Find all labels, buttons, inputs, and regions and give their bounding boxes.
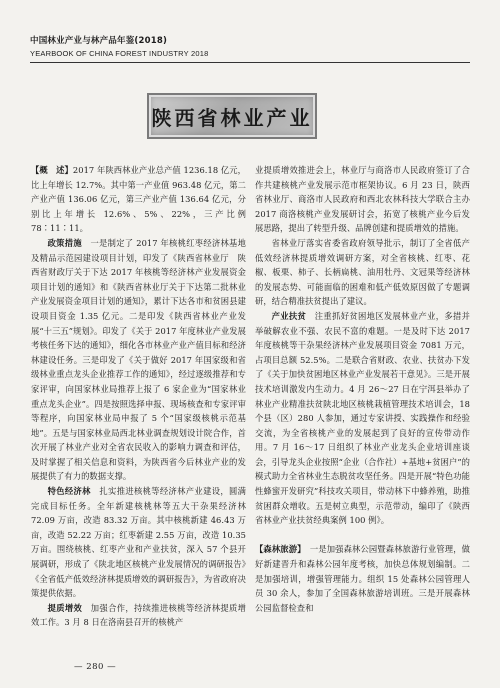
economic-forest-text: 扎实推进核桃等经济林产业建设，圆满完成目标任务。全年新建核桃林等五大干杂果经济林 72.09 万亩，改造 83.32 万亩。其中核桃新建 46.43 万亩，改造 52.22 万亩；红枣新建 2.55 万亩，改造 10.35 万亩。围绕核桃、红枣产业和产业扶贫，深入 57 个县开展调研，形成了《陕北地区核桃产业发展情况的调研报告》《全省低产低效经济林提质增效的调研报告》，为省政府决策提供依据。 [31, 486, 246, 599]
poverty-text: 注重抓好贫困地区发展林业产业，多措并举破解农业不强、农民不富的难题。一是及时下达 2017 年度核桃等干杂果经济林产业发展项目资金 7081 万元，占项目总额 52.5%。二是联合省财政、农业、扶贫办下发了《关于加快贫困地区林业产业发展若干意见》。三是开展技术培训激发内生动力。4 月 26～27 日在宁洱县举办了林业产业精准扶贫陕北地区核桃栽植管理技术培训会，18 个县（区）280 人参加，通过专家讲授、实践操作和经验交流，为全省核桃产业的发展起到了良好的宣传带动作用。7 月 16～17 日组织了林业产业龙头企业培训座谈会，引导龙头企业按照“企业（合作社）+基地+贫困户”的模式助力全省林业生态脱贫攻坚任务。四是开展“特色功能性蜂蜜开发研究”科技攻关项目，带动林下中蜂养殖，助推贫困群众增收。五是树立典型，示范带动，编印了《陕西省林业产业扶贫经典案例 100 例》。 [255, 310, 470, 526]
poverty-paragraph [255, 309, 470, 528]
running-header [30, 36, 470, 59]
tourism-heading: 【森林旅游】 [255, 544, 302, 555]
low-yield-text: 省林业厅落实省委省政府领导批示，制订了全省低产低效经济林提质增效调研方案，对全省核桃、红枣、花椒、板栗、柿子、长柄扁桃、油用牡丹、文冠果等经济林的发展态势、可能面临的困难和低产低效原因做了专题调研，结合精准扶贫提出了建议。 [255, 237, 470, 307]
overview-heading: 【概 述】 [31, 165, 73, 175]
poverty-heading: 产业扶贫 [271, 310, 307, 321]
continued-paragraph [255, 163, 470, 236]
section-gap [255, 528, 470, 543]
tourism-paragraph [255, 542, 470, 615]
overview-paragraph [31, 163, 246, 236]
left-column [31, 163, 246, 630]
page-number: — 280 — [74, 662, 117, 672]
section-title: 陕西省林业产业 [151, 105, 313, 130]
policy-paragraph [31, 236, 246, 484]
policy-text: 一是制定了 2017 年核桃红枣经济林基地及精品示范园建设项目计划，印发了《陕西省林业厅 陕西省财政厅关于下达 2017 年核桃等经济林产业发展资金项目计划的通知》和《陕西省林业厅关于下达第二批林业产业发展资金项目计划的通知》，累计下达各市和贫困县建设项目资金 1.35 亿元。二是印发《陕西省林业产业发展“十三五”规划》。印发了《关于 2017 年度林业产业发展考核任务下达的通知》，细化各市林业产业产值目标和经济林建设任务。三是印发了《关于做好 2017 年国家级和省级林业重点龙头企业推荐工作的通知》，经过逐级推荐和专家评审，向国家林业局推荐上报了 6 家企业为“国家林业重点龙头企业”。四是按照选择申报、现场核查和专家评审等程序，向国家林业局申报了 5 个“国家级核桃示范基地”。五是与国家林业局西北林业调查规划设计院合作，首次开展了林业产业对全省农民收入的影响力调查和评估，及时掌握了相关信息和资料，为陕西省今后林业产业的发展提供了有力的数据支撑。 [31, 237, 246, 482]
quality-text: 加强合作，持续推进核桃等经济林提质增效工作。3 月 8 日在洛南县召开的核桃产 [31, 602, 246, 628]
overview-text: 2017 年陕西林业产业总产值 1236.18 亿元，比上年增长 12.7%。其中第一产业值 963.48 亿元，第二产业产值 136.06 亿元，第三产业产值 136.64 亿元，分别比上年增长 12.6%、5%、22%，三产比例 78∶11∶11。 [31, 165, 246, 234]
quality-paragraph [31, 601, 246, 630]
economic-forest-paragraph [31, 484, 246, 601]
economic-forest-heading: 特色经济林 [47, 486, 91, 497]
quality-heading: 提质增效 [47, 602, 83, 613]
right-column [255, 163, 470, 615]
header-rule [30, 62, 470, 63]
section-title-banner [147, 93, 317, 139]
yearbook-title-en: YEARBOOK OF CHINA FOREST INDUSTRY 2018 [30, 49, 209, 58]
continued-text: 业提质增效推进会上，林业厅与商洛市人民政府签订了合作共建核桃产业发展示范市框架协议。6 月 23 日，陕西省林业厅、商洛市人民政府和西北农林科技大学联合主办 2017 商洛核桃产业发展研讨会，拓宽了核桃产业今后发展思路，提出了转型升级、品牌创建和提质增效的措施。 [255, 165, 470, 234]
policy-heading: 政策措施 [47, 237, 82, 248]
yearbook-title-cn: 中国林业产业与林产品年鉴(2018) [30, 36, 168, 46]
tourism-text: 一是加强森林公园暨森林旅游行业管理，做好新建晋升和森林公园年度考核，加快总体规划编制。二是加强培训，增强管理能力。组织 15 处森林公园管理人员 30 余人，参加了全国森林旅游培训班。三是开展森林公园监督检查和 [255, 544, 471, 613]
low-yield-paragraph [255, 236, 470, 309]
